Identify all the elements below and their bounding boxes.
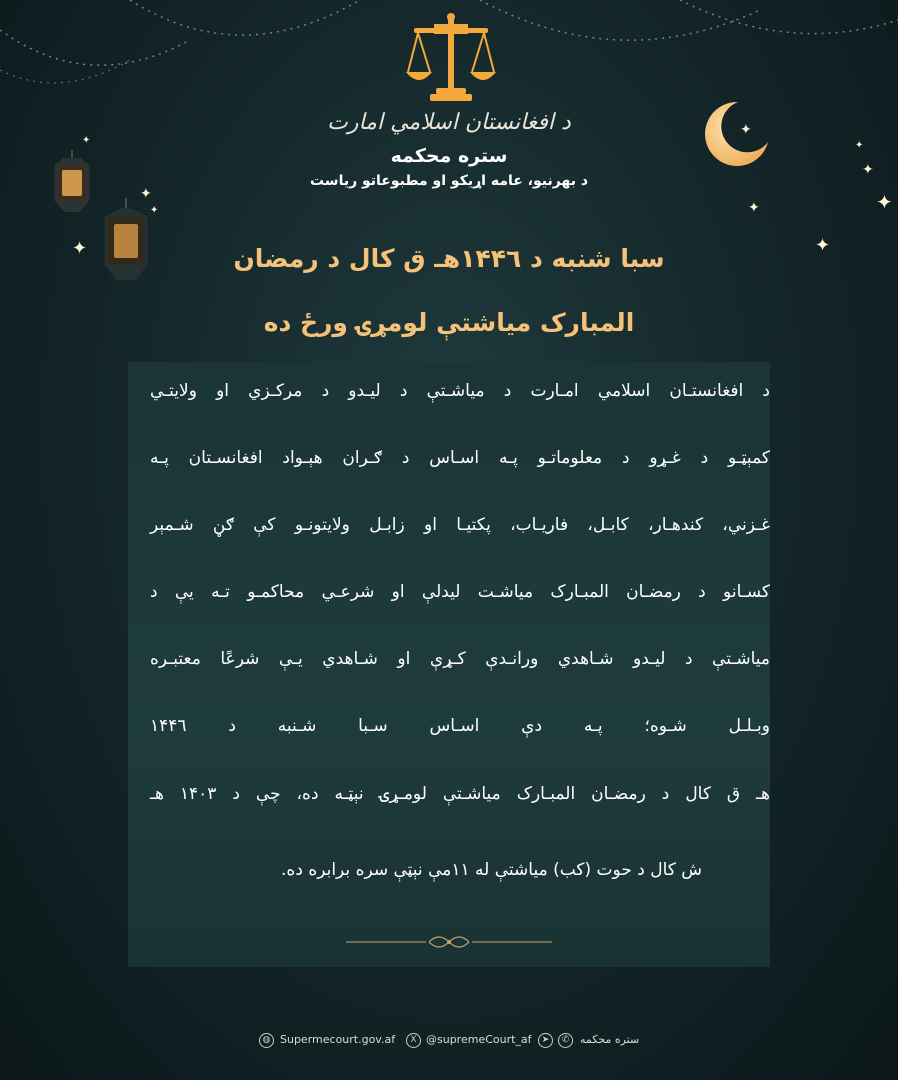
body-line: وبـلـل شـوه؛ پـه دې اسـاس سـبا شـنبه د ۱۴۴٦ [150, 716, 770, 736]
sparkle-icon: ✦ [862, 162, 874, 178]
body-line: میاشـتې د لیـدو شـاهدي ورانـدې کـړې او شـاهدي یـې شرعًا معتبـره [150, 649, 770, 669]
telegram-icon: ➤ [538, 1033, 553, 1048]
directorate-name: د بهرنیو، عامه اړیکو او مطبوعاتو ریاست [309, 173, 589, 189]
globe-icon: ◍ [259, 1033, 274, 1048]
body-line: د افغانستـان اسلامي امـارت د میاشـتې د لیـدو د مرکـزي او ولایتـي [150, 381, 770, 401]
sparkle-icon: ✦ [855, 140, 864, 151]
footer-twitter[interactable]: @supremeCourt_af [426, 1033, 532, 1046]
body-line: هـ ق کال د رمضـان المبـارک میاشـتې لومـړۍ نېټـه ده، چې د ۱۴۰۳ هـ [150, 784, 770, 804]
sparkle-icon: ✦ [82, 135, 91, 146]
court-name: ستره محکمه [390, 145, 508, 167]
announcement-title-line-1: سبا شنبه د ۱۴۴٦هـ ق کال د رمضان [233, 244, 665, 273]
sparkle-icon: ✦ [876, 190, 893, 214]
crescent-moon-icon [700, 98, 772, 170]
footer [0, 1033, 898, 1053]
announcement-title-line-2: المبارک میاشتې لومړۍ ورځ ده [263, 308, 635, 337]
sparkle-icon: ✦ [140, 186, 152, 202]
sparkle-icon: ✦ [815, 235, 831, 256]
ornament-divider [346, 932, 552, 952]
scales-of-justice-icon [404, 12, 498, 104]
sparkle-icon: ✦ [748, 200, 760, 216]
lantern-icon [46, 150, 98, 220]
sparkle-icon: ✦ [150, 205, 159, 216]
body-line: ش کال د حوت (کب) میاشتې له ۱۱مې نېټې سره برابره ده. [281, 860, 702, 880]
state-name: د افغانستان اسلامي امارت [327, 110, 571, 135]
sparkle-icon: ✦ [740, 122, 752, 138]
whatsapp-icon: ✆ [558, 1033, 573, 1048]
body-line: کمېټـو د غـړو د معلوماتـو پـه اسـاس د ګـران هېـواد افغانسـتان پـه [150, 448, 770, 468]
body-line: کسـانو د رمضـان المبـارک میاشـت لیدلې او شرعـي محاکمـو تـه یې د [150, 582, 770, 602]
body-line: غـزني، کندهـار، کابـل، فاریـاب، پکتیـا او زابـل ولایتونـو کې ګڼ شـمېر [150, 515, 770, 535]
sparkle-icon: ✦ [72, 238, 88, 259]
x-twitter-icon: X [406, 1033, 421, 1048]
footer-website[interactable]: Supermecourt.gov.af [280, 1033, 396, 1046]
footer-channel-name[interactable]: ستره محکمه [580, 1033, 640, 1046]
